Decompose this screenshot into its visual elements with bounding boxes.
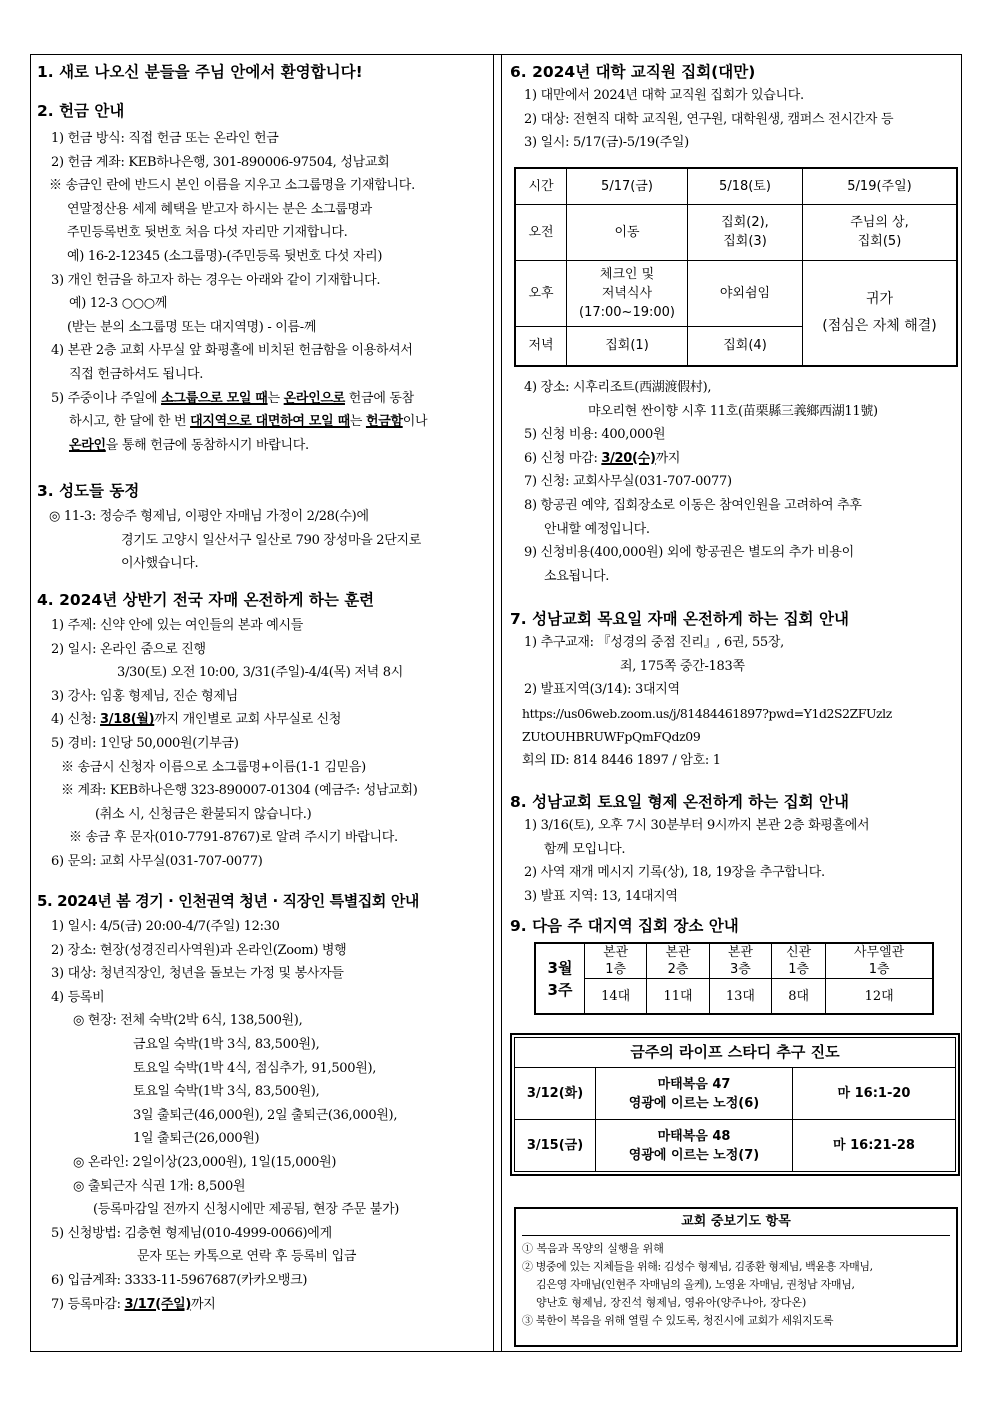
cell-line: 체크인 및	[599, 266, 655, 282]
right-column	[504, 55, 961, 1351]
life-study-title: 금주의 라이프 스타디 추구 진도	[515, 1038, 956, 1068]
text-line	[51, 708, 418, 732]
text-line: 7) 신청: 교회사무실(031-707-0077)	[524, 474, 732, 490]
week-cell	[535, 943, 585, 1014]
table-cell: 저녁	[515, 326, 567, 366]
bulletin-frame	[30, 54, 962, 1352]
text-span: 하시고, 한 달에 한 번	[69, 414, 191, 430]
table-cell	[567, 260, 688, 326]
cell-line: 집회(2),	[721, 215, 769, 230]
text-line: ※ 계좌: KEB하나은행 323-890007-01304 (예금주: 성남교회)	[61, 783, 418, 799]
section-6	[504, 60, 893, 155]
table-header-cell: 5/19(주일)	[803, 168, 958, 204]
text-line: 1) 일시: 4/5(금) 20:00-4/7(주일) 12:30	[51, 919, 280, 934]
cell-line: 본관	[603, 945, 629, 960]
text-line: (등록마감일 전까지 신청시에만 제공됨, 현장 주문 불가)	[93, 1202, 400, 1218]
table-cell: 마 16:21-28	[793, 1120, 956, 1172]
table-header-cell	[585, 943, 647, 979]
table-header-cell	[826, 943, 933, 979]
zoom-link[interactable]: https://us06web.zoom.us/j/81484461897?pwd=Y1d2S2ZFUzlz	[522, 705, 892, 721]
text-line: 회의 ID: 814 8446 1897 / 암호: 1	[522, 752, 721, 768]
section-4	[31, 588, 418, 874]
cell-line: 저녁식사	[601, 285, 653, 301]
text-line: 소요됩니다.	[544, 568, 610, 584]
table-header-cell	[772, 943, 826, 979]
text-span: 4) 신청:	[51, 712, 101, 728]
cell-line: (17:00~19:00)	[579, 304, 675, 320]
section-2	[31, 99, 427, 457]
text-line: (받는 분의 소그룹명 또는 대지역명) - 이름-께	[67, 319, 317, 335]
cell-line: 사무엘관	[854, 945, 905, 960]
text-line: (취소 시, 신청금은 환불되지 않습니다.)	[95, 806, 312, 822]
table-header-cell	[709, 943, 771, 979]
text-line: 1) 주제: 신약 안에 있는 여인들의 본과 예시들	[51, 618, 304, 633]
text-line	[51, 1293, 419, 1317]
section-2-title: 2. 헌금 안내	[37, 102, 125, 120]
text-line: 3) 개인 헌금을 하고자 하는 경우는 아래와 같이 기재합니다.	[51, 272, 381, 288]
cell-line: 1층	[605, 962, 627, 977]
table-row	[515, 1038, 956, 1068]
prayer-item: ② 병중에 있는 지체들을 위해: 김성수 형제님, 김종환 형제님, 백윤흥 자매님,	[522, 1260, 873, 1273]
text-line	[524, 447, 878, 471]
column-divider	[493, 55, 494, 1351]
table-cell: 11대	[647, 979, 709, 1015]
table-row	[515, 168, 957, 204]
text-line: 1) 헌금 방식: 직접 헌금 또는 온라인 헌금	[51, 131, 279, 146]
text-line: 죄, 175쪽 중간-183쪽	[620, 658, 745, 674]
text-line: 2) 대상: 전현직 대학 교직원, 연구원, 대학원생, 캠퍼스 전시간자 등	[524, 111, 894, 127]
section-7-title: 7. 성남교회 목요일 자매 온전하게 하는 집회 안내	[510, 610, 849, 628]
text-line: 3) 일시: 5/17(금)-5/19(주일)	[524, 135, 689, 151]
emphasis-text: 소그룹으로 모일 때	[161, 390, 268, 406]
text-line: 금요일 숙박(1박 3식, 83,500원),	[133, 1036, 320, 1052]
text-line: 8) 항공권 예약, 집회장소로 이동은 참여인원을 고려하여 추후	[524, 497, 862, 513]
text-line: ◎ 11-3: 정승주 형제님, 이평안 자매님 가정이 2/28(수)에	[49, 509, 369, 524]
text-line: 토요일 숙박(1박 3식, 83,500원),	[133, 1084, 320, 1100]
cell-line: 3월	[547, 958, 573, 977]
text-line: 3) 발표 지역: 13, 14대지역	[524, 888, 678, 904]
cell-line: 본관	[727, 945, 753, 960]
cell-line: 2층	[667, 962, 689, 977]
emphasis-text: 온라인	[69, 437, 106, 453]
cell-line: 주님의 상,	[850, 215, 909, 230]
cell-line: 영광에 이르는 노정(7)	[628, 1147, 760, 1163]
text-line: 함께 모입니다.	[544, 841, 626, 857]
cell-line: 3층	[730, 962, 751, 977]
text-line: 5) 신청 비용: 400,000원	[524, 427, 666, 443]
text-line: 6) 입금계좌: 3333-11-5967687(카카오뱅크)	[51, 1272, 308, 1288]
table-header-cell: 시간	[515, 168, 567, 204]
text-line: ◎ 현장: 전체 숙박(2박 6식, 138,500원),	[73, 1013, 303, 1029]
section-1-title: 1. 새로 나오신 분들을 주님 안에서 환영합니다!	[37, 63, 363, 81]
text-line: 예) 12-3 ○○○께	[69, 296, 168, 312]
schedule-table	[514, 167, 958, 367]
cell-line: 집회(3)	[723, 234, 767, 249]
text-line: 4) 등록비	[51, 989, 105, 1005]
text-line: 1) 3/16(토), 오후 7시 30분부터 9시까지 본관 2층 화평홀에서	[524, 818, 870, 833]
text-line: 2) 일시: 온라인 줌으로 진행	[51, 641, 206, 657]
text-line: 2) 장소: 현장(성경진리사역원)과 온라인(Zoom) 병행	[51, 942, 347, 958]
text-line: 6) 문의: 교회 사무실(031-707-0077)	[51, 853, 263, 869]
left-column	[31, 55, 491, 1351]
table-cell	[688, 204, 803, 260]
emphasis-text: 3/17(주일)	[124, 1296, 192, 1312]
text-span: 는	[267, 390, 284, 406]
text-span: 5) 주중이나 주일에	[51, 390, 162, 406]
section-5-title: 5. 2024년 봄 경기 · 인천권역 청년 · 직장인 특별집회 안내	[37, 892, 420, 910]
text-line	[51, 387, 427, 411]
text-span: 을 통해 헌금에 동참하시기 바랍니다.	[105, 437, 309, 453]
table-cell: 14대	[585, 979, 647, 1015]
text-span: 까지 개인별로 교회 사무실로 신청	[154, 712, 342, 728]
prayer-item: 김은영 자매님(인현주 자매님의 올케), 노영윤 자매님, 권청남 자매님,	[536, 1278, 855, 1291]
text-line: 이사했습니다.	[121, 556, 199, 572]
section-9-title: 9. 다음 주 대지역 집회 장소 안내	[510, 917, 739, 935]
emphasis-text: 헌금함	[365, 414, 403, 430]
emphasis-text: 3/20(수)	[601, 450, 656, 466]
table-cell	[596, 1120, 793, 1172]
table-cell: 3/12(화)	[515, 1068, 596, 1120]
text-line: ※ 송금시 신청자 이름으로 소그룹명+이름(1-1 김믿음)	[61, 759, 366, 775]
table-cell: 마 16:1-20	[793, 1068, 956, 1120]
table-cell: 이동	[567, 204, 688, 260]
location-table	[534, 942, 934, 1015]
table-cell	[803, 204, 958, 260]
emphasis-text: 대지역으로 대면하여 모일 때	[190, 414, 350, 430]
table-row	[515, 204, 957, 260]
table-cell: 오후	[515, 260, 567, 326]
section-6-title: 6. 2024년 대학 교직원 집회(대만)	[510, 63, 756, 81]
text-line: 3) 대상: 청년직장인, 청년을 돌보는 가정 및 봉사자들	[51, 966, 344, 982]
text-line: 2) 발표지역(3/14): 3대지역	[524, 682, 680, 698]
cell-line: 집회(5)	[857, 234, 902, 249]
table-cell	[596, 1068, 793, 1120]
cell-line: 신관	[786, 945, 812, 960]
text-line: 3/30(토) 오전 10:00, 3/31(주일)-4/4(목) 저녁 8시	[117, 665, 403, 681]
text-span: 이나	[402, 414, 428, 430]
text-line: 먀오리현 싼이향 시후 11호(苗栗縣三義鄉西湖11號)	[588, 403, 878, 419]
emphasis-text: 온라인으로	[283, 390, 345, 406]
cell-line: 1층	[868, 962, 890, 977]
text-line: 9) 신청비용(400,000원) 외에 항공권은 별도의 추가 비용이	[524, 545, 854, 561]
text-line: ◎ 온라인: 2일이상(23,000원), 1일(15,000원)	[73, 1154, 337, 1170]
prayer-title: 교회 중보기도 항목	[522, 1213, 950, 1236]
cell-line: 3주	[547, 980, 573, 999]
section-7	[504, 607, 892, 773]
prayer-item: 양난호 형제님, 장진석 형제님, 영유아(양주나아, 장다온)	[536, 1296, 807, 1309]
text-line: 문자 또는 카톡으로 연락 후 등록비 입금	[137, 1249, 357, 1265]
text-line: 5) 신청방법: 김충현 형제님(010-4999-0066)에게	[51, 1225, 332, 1241]
text-line: 안내할 예정입니다.	[544, 521, 650, 537]
table-cell: 집회(4)	[688, 326, 803, 366]
table-row	[515, 1068, 956, 1120]
table-cell	[803, 260, 958, 366]
table-row	[535, 979, 933, 1015]
text-line: 토요일 숙박(1박 4식, 점심추가, 91,500원),	[133, 1060, 377, 1076]
table-cell: 8대	[772, 979, 826, 1015]
text-line	[69, 410, 427, 434]
text-line: 1) 대만에서 2024년 대학 교직원 집회가 있습니다.	[524, 88, 804, 103]
text-line: ※ 송금 후 문자(010-7791-8767)로 알려 주시기 바랍니다.	[69, 830, 398, 846]
cell-line: (점심은 자체 해결)	[822, 317, 937, 334]
text-span: 는	[349, 414, 366, 430]
section-5	[31, 889, 419, 1316]
cell-line: 1층	[788, 962, 810, 977]
text-line: 주민등록번호 뒷번호 처음 다섯 자리만 기재합니다.	[67, 225, 348, 241]
section-4-title: 4. 2024년 상반기 전국 자매 온전하게 하는 훈련	[37, 591, 375, 609]
text-line: 경기도 고양시 일산서구 일산로 790 장성마을 2단지로	[121, 532, 422, 548]
text-line: 3일 출퇴근(46,000원), 2일 출퇴근(36,000원),	[133, 1107, 398, 1123]
life-study-box	[510, 1033, 960, 1176]
text-line: 1) 추구교재: 『성경의 중점 진리』, 6권, 55장,	[524, 635, 784, 650]
table-row	[515, 1120, 956, 1172]
text-line: 5) 경비: 1인당 50,000원(기부금)	[51, 735, 239, 751]
table-header-cell	[647, 943, 709, 979]
section-3-title: 3. 성도들 동정	[37, 482, 140, 500]
text-line: 1일 출퇴근(26,000원)	[133, 1131, 260, 1147]
text-line: 2) 헌금 계좌: KEB하나은행, 301-890006-97504, 성남교회	[51, 154, 390, 170]
text-line: 3) 강사: 임홍 형제님, 진순 형제님	[51, 688, 238, 704]
text-span: 7) 등록마감:	[51, 1296, 125, 1312]
cell-line: 마태복음 48	[657, 1128, 731, 1144]
prayer-item: ① 복음과 목양의 실행을 위해	[522, 1242, 664, 1255]
text-line: ※ 송금인 란에 반드시 본인 이름을 지우고 소그룹명을 기재합니다.	[49, 178, 415, 194]
table-cell: 야외쉼임	[688, 260, 803, 326]
table-cell: 12대	[826, 979, 933, 1015]
table-header-cell: 5/17(금)	[567, 168, 688, 204]
text-line: 예) 16-2-12345 (소그룹명)-(주민등록 뒷번호 다섯 자리)	[67, 248, 383, 264]
table-cell: 집회(1)	[567, 326, 688, 366]
zoom-link[interactable]: ZUtOUHBRUWFpQmFQdz09	[522, 729, 701, 745]
text-line: 연말정산용 세제 혜택을 받고자 하시는 분은 소그룹명과	[67, 201, 372, 217]
text-line: 직접 헌금하셔도 됩니다.	[69, 366, 204, 382]
cell-line: 영광에 이르는 노정(6)	[628, 1095, 760, 1111]
cell-line: 본관	[665, 945, 691, 960]
table-cell: 오전	[515, 204, 567, 260]
prayer-item: ③ 북한이 복음을 위해 열릴 수 있도록, 청진시에 교회가 세워지도록	[522, 1314, 834, 1327]
text-span: 헌금에 동참	[344, 390, 414, 406]
cell-line: 귀가	[865, 290, 894, 307]
text-line: 2) 사역 재개 메시지 기록(상), 18, 19장을 추구합니다.	[524, 865, 825, 881]
text-span: 6) 신청 마감:	[524, 450, 602, 466]
section-8	[504, 790, 869, 908]
emphasis-text: 3/18(월)	[100, 712, 155, 728]
table-row	[515, 260, 957, 326]
text-line: ◎ 출퇴근자 식권 1개: 8,500원	[73, 1178, 246, 1194]
text-span: 까지	[191, 1296, 216, 1312]
text-line	[69, 434, 427, 458]
section-6-details	[504, 376, 878, 588]
text-line: 4) 본관 2층 교회 사무실 앞 화평홀에 비치된 헌금함을 이용하셔서	[51, 343, 413, 359]
life-study-table	[514, 1037, 956, 1172]
table-cell: 3/15(금)	[515, 1120, 596, 1172]
table-cell: 13대	[709, 979, 771, 1015]
column-divider	[501, 55, 502, 1351]
text-span: 까지	[655, 450, 681, 466]
table-row	[535, 943, 933, 979]
section-3	[31, 479, 421, 576]
table-header-cell: 5/18(토)	[688, 168, 803, 204]
section-8-title: 8. 성남교회 토요일 형제 온전하게 하는 집회 안내	[510, 793, 849, 811]
text-line: 4) 장소: 시후리조트(西湖渡假村),	[524, 380, 712, 395]
cell-line: 마태복음 47	[657, 1076, 731, 1092]
prayer-box	[514, 1207, 958, 1347]
